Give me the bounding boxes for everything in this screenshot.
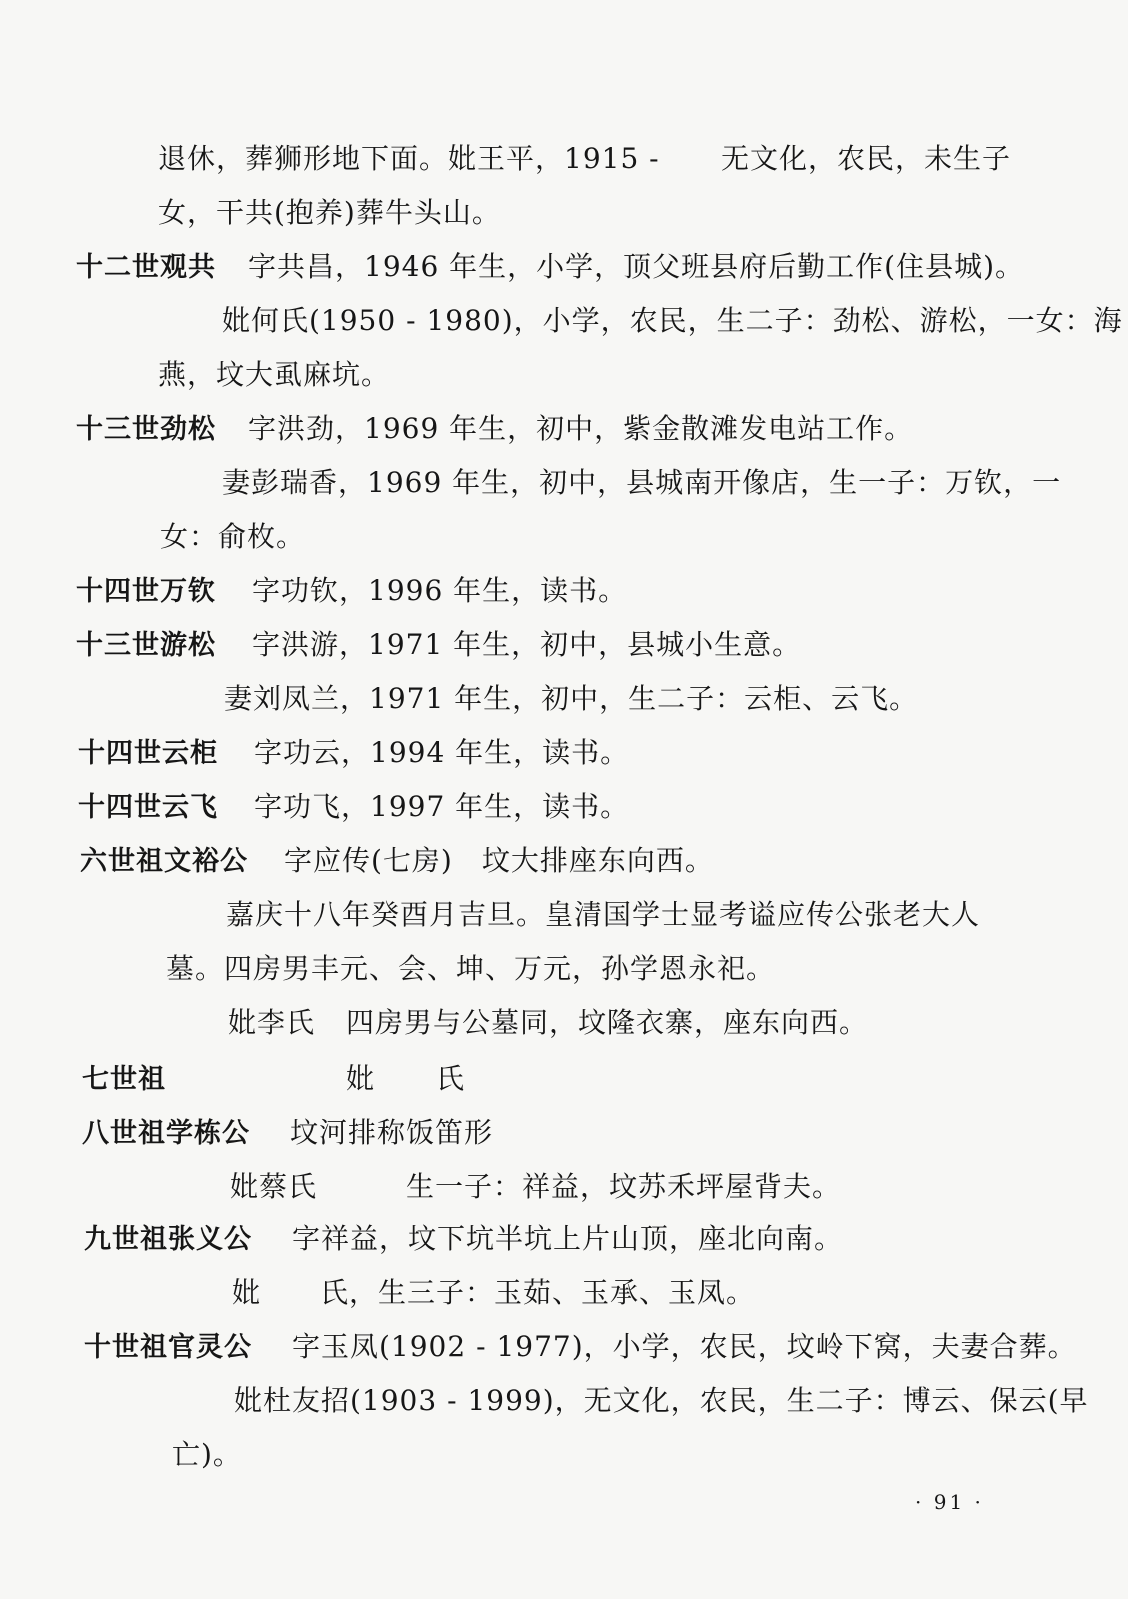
- entry-text: 字共昌，1946 年生，小学，顶父班县府后勤工作(住县城)。: [248, 250, 1025, 283]
- entry-heading: 十二世观共: [76, 252, 216, 283]
- text-line: [230, 1170, 842, 1204]
- entry-line: [84, 1222, 844, 1257]
- entry-line: [78, 790, 630, 825]
- text-segment: 退休，葬狮形地下面。妣王平，1915 -: [158, 142, 660, 175]
- entry-line: [76, 250, 1025, 285]
- entry-heading: 十三世游松: [76, 630, 216, 661]
- entry-heading: 七世祖: [82, 1064, 166, 1095]
- entry-heading: 十四世云飞: [78, 792, 218, 823]
- text-segment: 生一子：祥益，坟苏禾坪屋背夫。: [406, 1170, 842, 1203]
- entry-text: 坟河排称饭笛形: [290, 1116, 494, 1149]
- text-line: 女，干共(抱养)葬牛头山。: [158, 196, 501, 229]
- text-line: 嘉庆十八年癸酉月吉旦。皇清国学士显考谥应传公张老大人: [226, 898, 981, 931]
- text-line: [158, 142, 1012, 176]
- text-segment: 妣: [232, 1276, 262, 1309]
- entry-text: 字功飞，1997 年生，读书。: [254, 790, 630, 823]
- text-line: 亡)。: [172, 1438, 242, 1471]
- entry-heading: 六世祖文裕公: [80, 846, 248, 877]
- entry-line: [76, 412, 914, 447]
- entry-heading: 十三世劲松: [76, 414, 216, 445]
- text-segment: 妣李氏: [228, 1006, 316, 1039]
- text-segment: 无文化，农民，未生子: [721, 142, 1012, 175]
- text-line: 女：俞枚。: [160, 520, 306, 553]
- entry-heading: 十四世云柜: [78, 738, 218, 769]
- entry-text: 字功云，1994 年生，读书。: [254, 736, 630, 769]
- entry-text: 字功钦，1996 年生，读书。: [252, 574, 628, 607]
- entry-line: [78, 736, 630, 771]
- entry-heading: 十世祖官灵公: [84, 1332, 252, 1363]
- text-line: [228, 1006, 869, 1040]
- text-line: 燕，坟大虱麻坑。: [158, 358, 391, 391]
- text-line: 妣何氏(1950 - 1980)，小学，农民，生二子：劲松、游松，一女：海: [222, 304, 1123, 337]
- text-line: 妻刘凤兰，1971 年生，初中，生二子：云柜、云飞。: [224, 682, 919, 715]
- text-segment: 氏: [436, 1062, 466, 1095]
- entry-line: [82, 1062, 466, 1097]
- entry-line: [84, 1330, 1077, 1365]
- entry-heading: 八世祖学栋公: [82, 1118, 250, 1149]
- text-line: 妣杜友招(1903 - 1999)，无文化，农民，生二子：博云、保云(早: [234, 1384, 1089, 1417]
- text-segment: 妣蔡氏: [230, 1170, 318, 1203]
- entry-heading: 九世祖张义公: [84, 1224, 252, 1255]
- entry-text: 字洪游，1971 年生，初中，县城小生意。: [252, 628, 802, 661]
- entry-text: 字应传(七房) 坟大排座东向西。: [284, 844, 714, 877]
- entry-text: 字洪劲，1969 年生，初中，紫金散滩发电站工作。: [248, 412, 914, 445]
- text-segment: 四房男与公墓同，坟隆衣寨，座东向西。: [346, 1006, 869, 1039]
- text-line: [232, 1276, 756, 1310]
- entry-heading: 十四世万钦: [76, 576, 216, 607]
- text-line: 墓。四房男丰元、会、坤、万元，孙学恩永祀。: [166, 952, 776, 985]
- entry-line: [76, 628, 802, 663]
- entry-text: 字祥益，坟下坑半坑上片山顶，座北向南。: [292, 1222, 844, 1255]
- text-segment: 氏，生三子：玉茹、玉承、玉凤。: [320, 1276, 756, 1309]
- entry-line: [76, 574, 628, 609]
- entry-line: [82, 1116, 494, 1151]
- entry-text: 字玉凤(1902 - 1977)，小学，农民，坟岭下窝，夫妻合葬。: [292, 1330, 1077, 1363]
- page-number: · 91 ·: [915, 1490, 984, 1514]
- entry-line: [80, 844, 714, 879]
- text-line: 妻彭瑞香，1969 年生，初中，县城南开像店，生一子：万钦，一: [222, 466, 1062, 499]
- text-segment: 妣: [346, 1062, 376, 1095]
